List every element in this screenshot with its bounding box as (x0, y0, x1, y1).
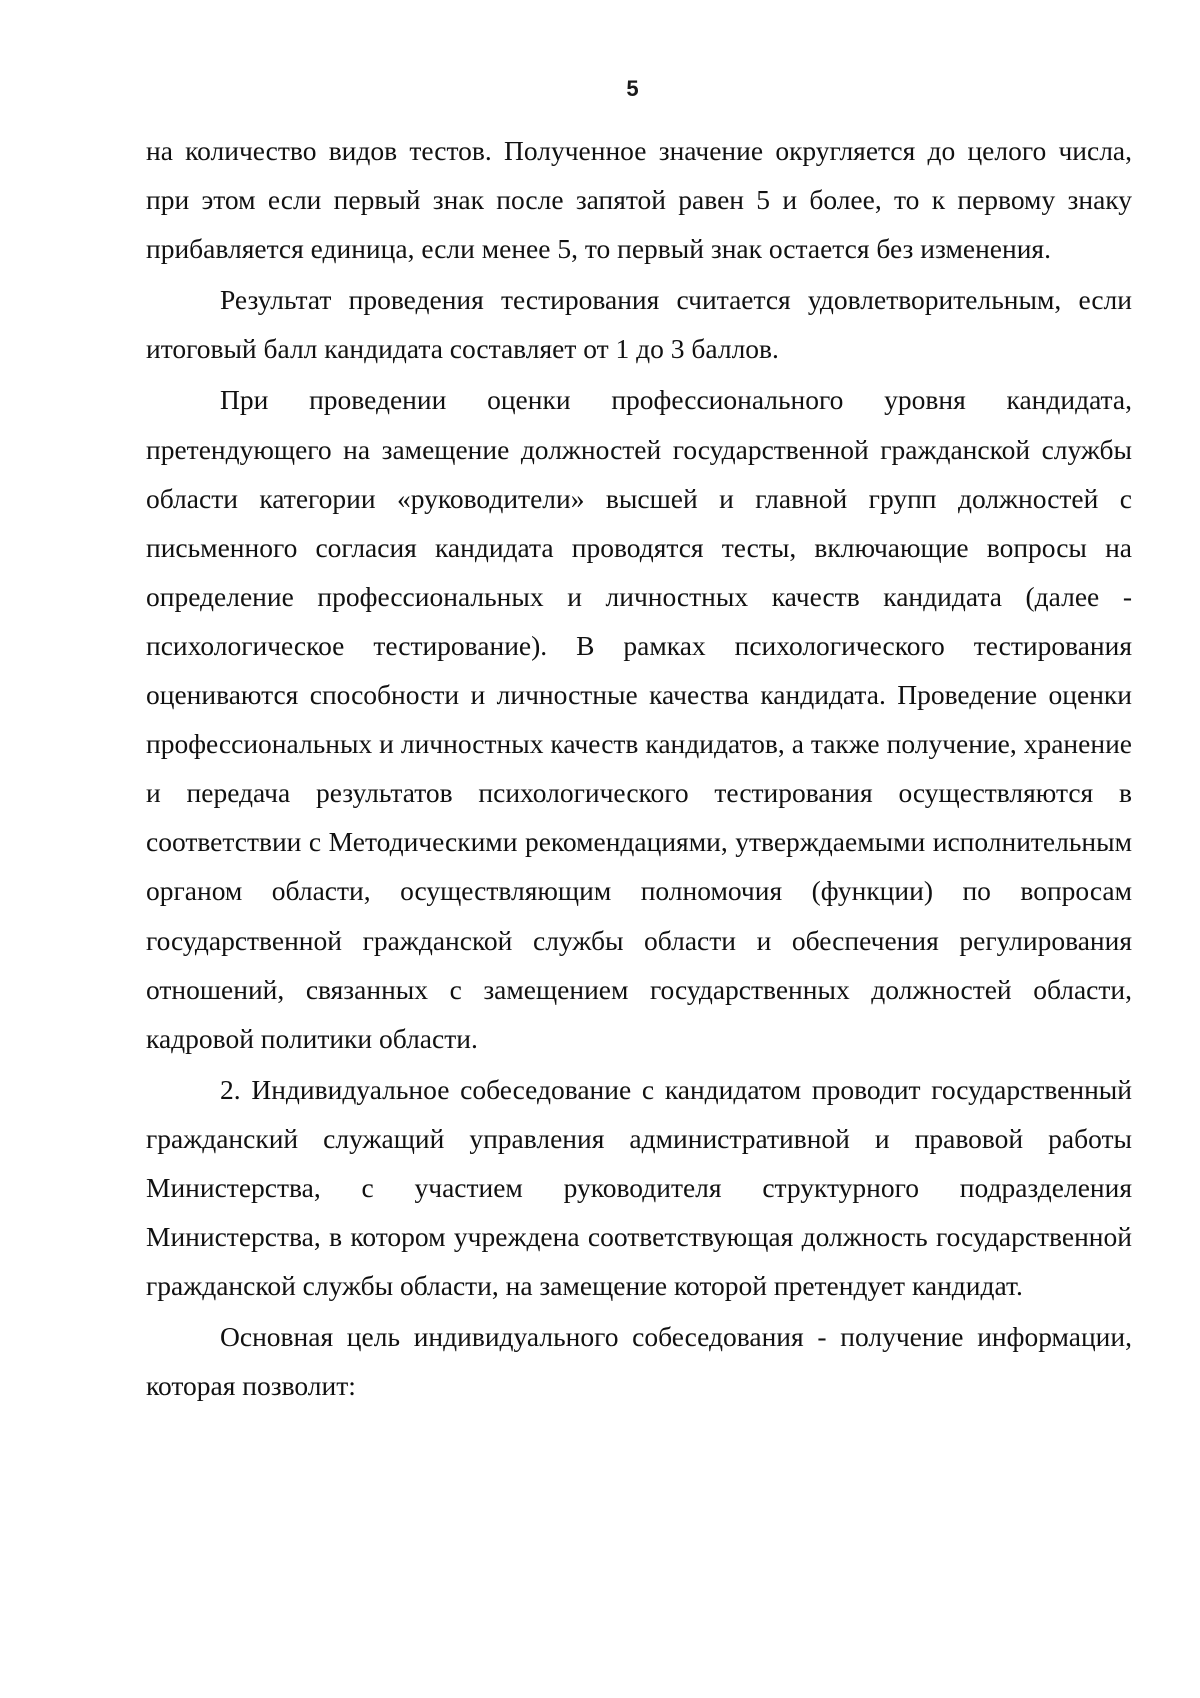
paragraph-psychological-testing: При проведении оценки профессионального уровня кандидата, претендующего на замещение должностей государственной гражданской службы области категории «руководители» высшей и главной групп должностей с письменного согласия кандидата проводятся тесты, включающие вопросы на определение профессиональных и личностных качеств кандидата (далее - психологическое тестирование). В рамках психологического тестирования оцениваются способности и личностные качества кандидата. Проведение оценки профессиональных и личностных качеств кандидатов, а также получение, хранение и передача результатов психологического тестирования осуществляются в соответствии с Методическими рекомендациями, утверждаемыми исполнительным органом области, осуществляющим полномочия (функции) по вопросам государственной гражданской службы области и обеспечения регулирования отношений, связанных с замещением государственных должностей области, кадровой политики области. (146, 384, 1132, 1054)
paragraph-individual-interview: 2. Индивидуальное собеседование с кандидатом проводит государственный гражданский служащий управления административной и правовой работы Министерства, с участием руководителя структурного подразделения Министерства, в котором учреждена соответствующая должность государственной гражданской службы области, на замещение которой претендует кандидат. (146, 1073, 1132, 1302)
paragraph-testing-result: Результат проведения тестирования считается удовлетворительным, если итоговый балл кандидата составляет от 1 до 3 баллов. (146, 284, 1132, 365)
paragraph-continuation: на количество видов тестов. Полученное значение округляется до целого числа, при этом если первый знак после запятой равен 5 и более, то к первому знаку прибавляется единица, если менее 5, то первый знак остается без изменения. (146, 135, 1132, 265)
paragraph-interview-goal: Основная цель индивидуального собеседования - получение информации, которая позволит: (146, 1321, 1132, 1402)
document-body (146, 126, 1132, 1412)
page-number: 5 (626, 76, 639, 101)
